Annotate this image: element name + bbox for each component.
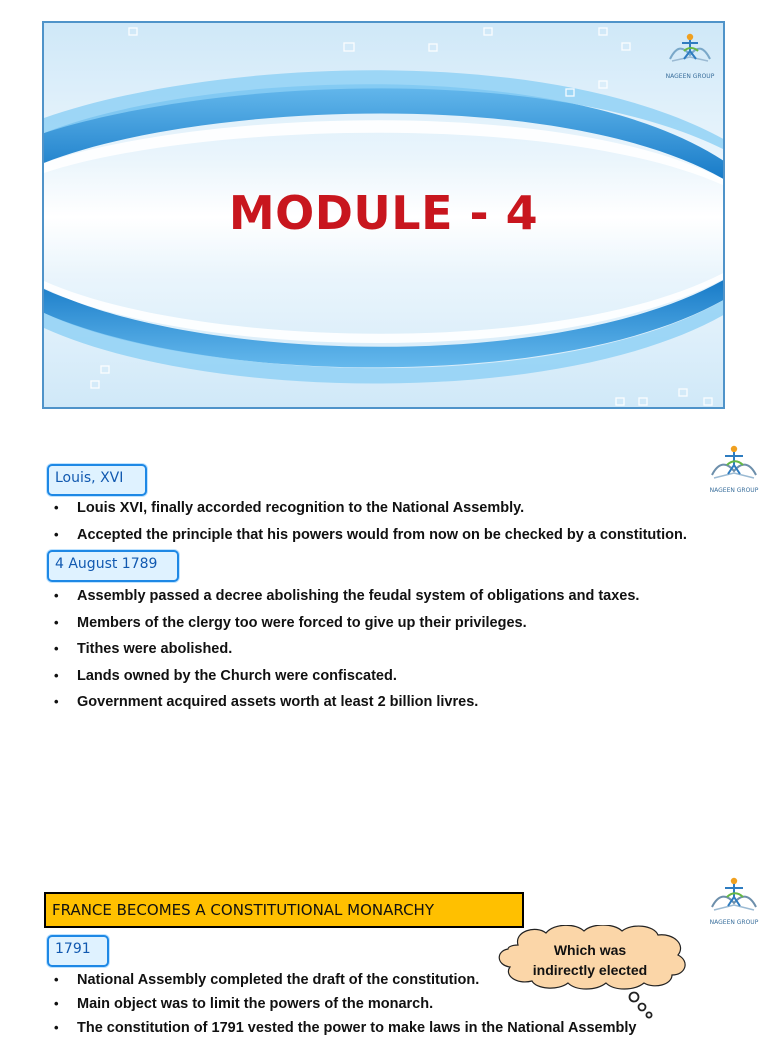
bullets-louis-xvi	[52, 497, 687, 550]
tag-1791: 1791	[47, 935, 109, 967]
callout-text	[508, 940, 672, 980]
logo-icon	[662, 29, 718, 69]
bullets-4-august	[52, 585, 639, 718]
bullet-item: • Tithes were abolished.	[52, 638, 639, 665]
bullet-item: • National Assembly completed the draft of the constitution.	[52, 969, 636, 993]
tag-louis-xvi: Louis, XVI	[47, 464, 147, 496]
tag-4-august-1789: 4 August 1789	[47, 550, 179, 582]
logo-icon	[706, 875, 762, 915]
callout-line: indirectly elected	[532, 962, 648, 978]
logo-icon	[706, 443, 762, 483]
bullet-item: • The constitution of 1791 vested the power to make laws in the National Assembly	[52, 1017, 636, 1041]
logo-text: NAGEEN GROUP	[709, 919, 759, 926]
bullet-item: • Assembly passed a decree abolishing the feudal system of obligations and taxes.	[52, 585, 639, 612]
bullet-item: • Main object was to limit the powers of the monarch.	[52, 993, 636, 1017]
bullet-item: • Louis XVI, finally accorded recognition to the National Assembly.	[52, 497, 687, 524]
nageen-group-logo	[706, 443, 762, 494]
bullet-item: • Lands owned by the Church were confiscated.	[52, 665, 639, 692]
nageen-group-logo	[662, 29, 718, 80]
logo-text: NAGEEN GROUP	[709, 487, 759, 494]
callout-line: Which was	[553, 942, 627, 958]
logo-text: NAGEEN GROUP	[665, 73, 715, 80]
section-heading: FRANCE BECOMES A CONSTITUTIONAL MONARCHY	[44, 892, 524, 928]
bullet-item: • Accepted the principle that his powers would from now on be checked by a constitution.	[52, 524, 687, 551]
bullet-item: • Government acquired assets worth at least 2 billion livres.	[52, 691, 639, 718]
bullet-item: • Members of the clergy too were forced to give up their privileges.	[52, 612, 639, 639]
title-slide	[42, 21, 725, 409]
nageen-group-logo	[706, 875, 762, 926]
module-title: MODULE - 4	[228, 186, 539, 240]
